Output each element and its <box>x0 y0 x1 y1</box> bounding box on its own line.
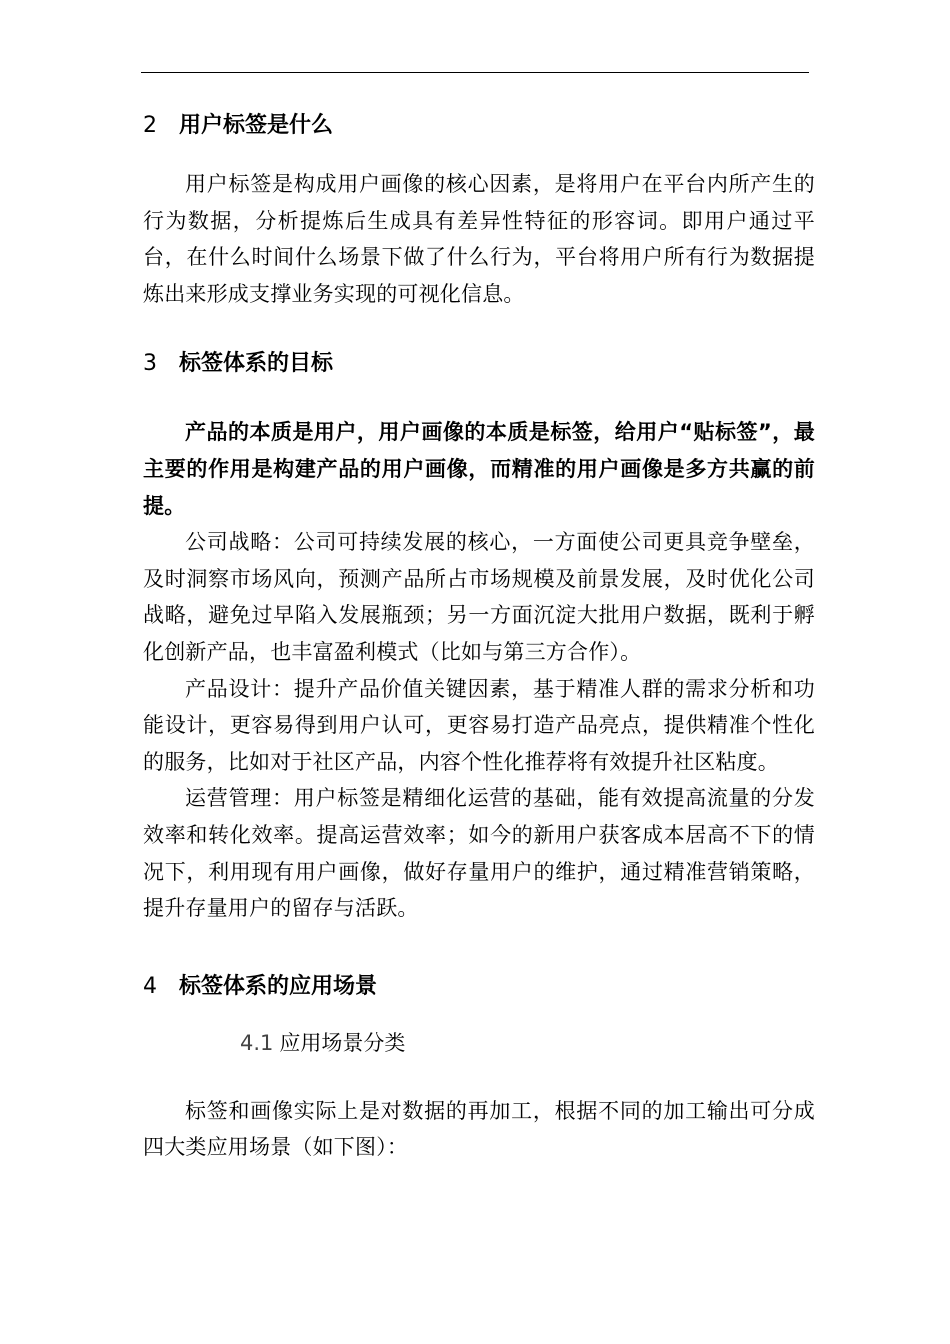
subsection-number: 4.1 <box>240 1030 274 1055</box>
subsection-heading-4-1 <box>143 1023 815 1063</box>
paragraph-product-design: 产品设计：提升产品价值关键因素，基于精准人群的需求分析和功能设计，更容易得到用户认可，更容易打造产品亮点，提供精准个性化的服务，比如对于社区产品，内容个性化推荐将有效提升社区粘度。 <box>143 676 815 774</box>
section-heading-2 <box>143 106 815 146</box>
section-title: 标签体系的应用场景 <box>179 973 378 999</box>
section-number: 3 <box>143 351 157 377</box>
paragraph-operation-management: 运营管理：用户标签是精细化运营的基础，能有效提高流量的分发效率和转化效率。提高运营效率；如今的新用户获客成本居高不下的情况下，利用现有用户画像，做好存量用户的维护，通过精准营销策略，提升存量用户的留存与活跃。 <box>143 786 815 921</box>
header-rule <box>141 72 809 73</box>
section-number: 4 <box>143 973 157 999</box>
document-body <box>143 106 815 1166</box>
section-heading-3 <box>143 344 815 384</box>
section-heading-4 <box>143 967 815 1007</box>
paragraph-user-tag-definition: 用户标签是构成用户画像的核心因素，是将用户在平台内所产生的行为数据，分析提炼后生成具有差异性特征的形容词。即用户通过平台，在什么时间什么场景下做了什么行为，平台将用户所有行为数据提炼出来形成支撑业务实现的可视化信息。 <box>143 172 815 306</box>
paragraph-company-strategy: 公司战略：公司可持续发展的核心，一方面使公司更具竞争壁垒，及时洞察市场风向，预测产品所占市场规模及前景发展，及时优化公司战略，避免过早陷入发展瓶颈；另一方面沉淀大批用户数据，既利于孵化创新产品，也丰富盈利模式（比如与第三方合作）。 <box>143 530 815 664</box>
section-number: 2 <box>143 113 157 138</box>
paragraph-goal-summary: 产品的本质是用户，用户画像的本质是标签，给用户“贴标签”，最主要的作用是构建产品的用户画像，而精准的用户画像是多方共赢的前提。 <box>143 420 815 518</box>
section-title: 标签体系的目标 <box>179 351 334 377</box>
paragraph-application-categories: 标签和画像实际上是对数据的再加工，根据不同的加工输出可分成四大类应用场景（如下图）： <box>143 1098 815 1160</box>
section-title: 用户标签是什么 <box>179 113 334 138</box>
subsection-title: 应用场景分类 <box>279 1030 406 1055</box>
